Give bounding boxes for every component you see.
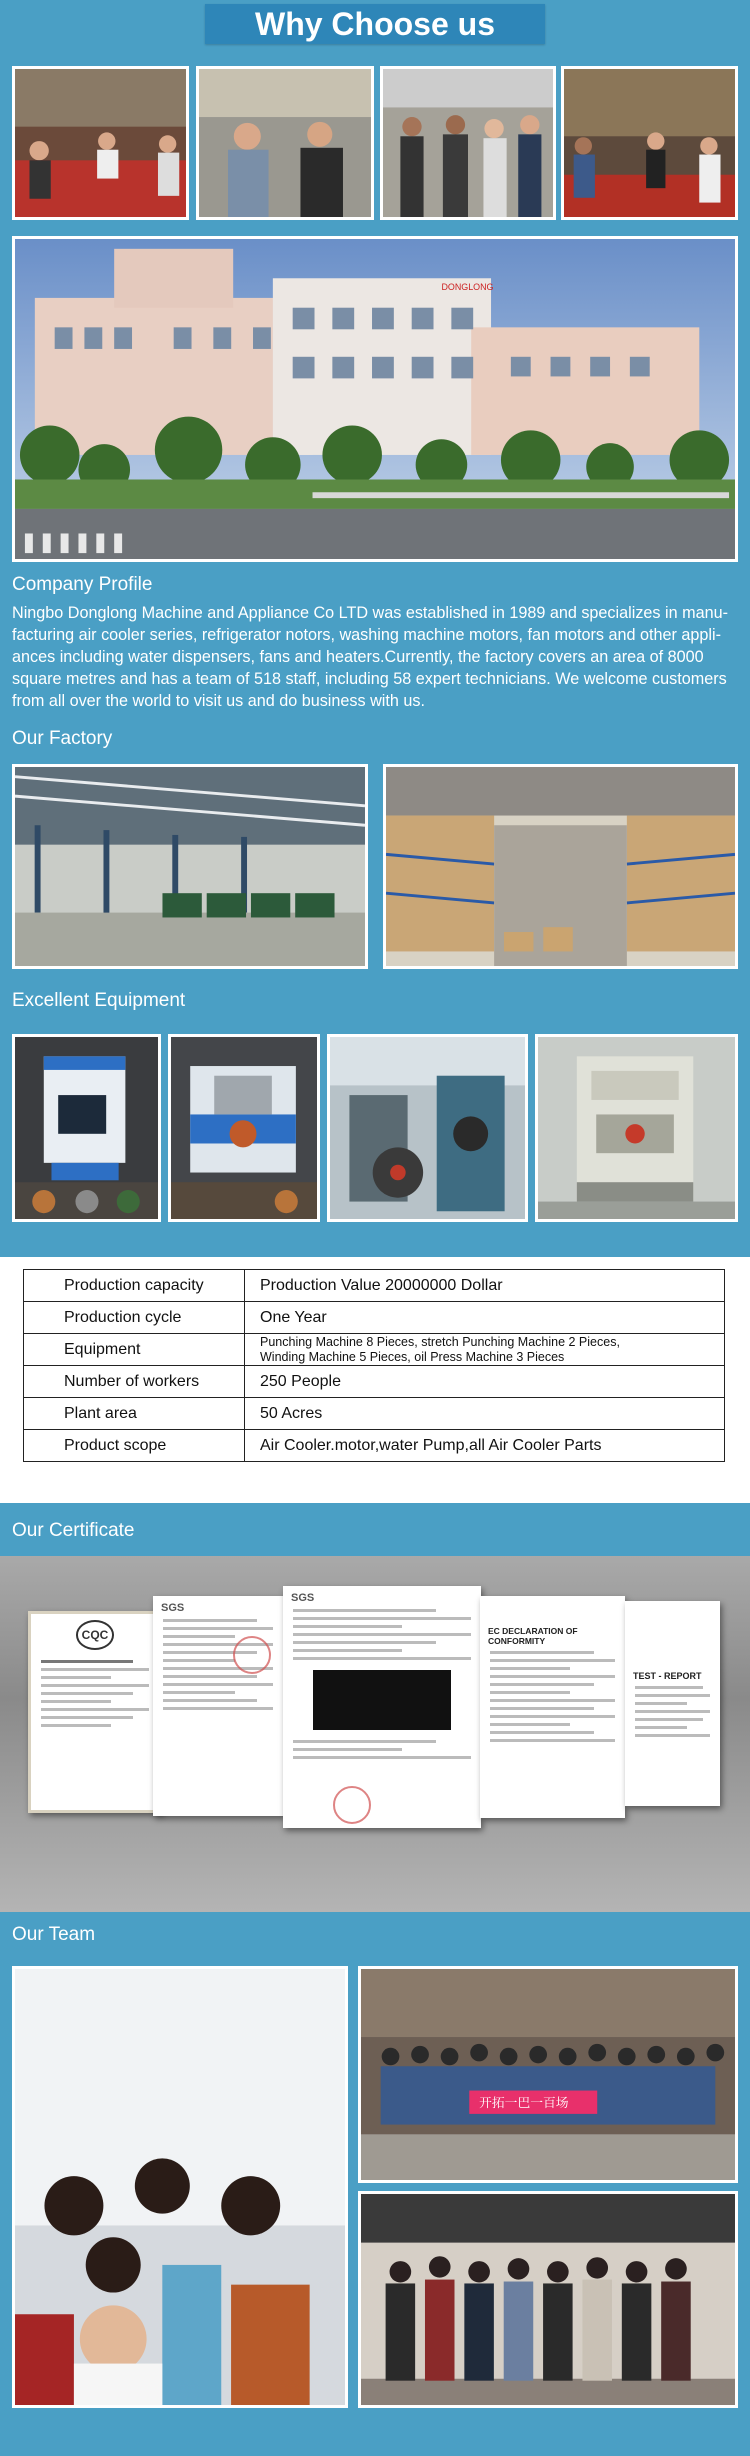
spec-label: Equipment [24,1334,245,1366]
exhibition-photo-1 [12,66,189,220]
team-group-photo-2 [358,2191,738,2408]
spec-label: Number of workers [24,1366,245,1398]
our-factory-heading: Our Factory [12,728,113,749]
spec-value-line: Punching Machine 8 Pieces, stretch Punching Machine 2 Pieces, [260,1334,620,1349]
equipment-photo-3 [327,1034,528,1222]
spec-value: One Year [245,1302,725,1334]
profile-line: ances including water dispensers, fans and heaters.Currently, the factory covers an area of 8000 [12,648,704,666]
exhibition-photo-2 [196,66,374,220]
spec-label: Plant area [24,1398,245,1430]
certificate-panel [0,1556,750,1912]
exhibition-photo-3 [380,66,556,220]
profile-line: from all over the world to visit us and do business with us. [12,692,425,710]
cqc-logo: CQC [76,1620,115,1650]
spec-label: Production cycle [24,1302,245,1334]
profile-line: Ningbo Donglong Machine and Appliance Co LTD was established in 1989 and specializes in manu- [12,604,728,622]
page-title-banner: Why Choose us [205,4,545,44]
our-certificate-heading: Our Certificate [12,1520,135,1541]
table-row [24,1270,725,1302]
spec-table [23,1269,725,1462]
spec-value: 250 People [245,1366,725,1398]
spec-value: Production Value 20000000 Dollar [245,1270,725,1302]
test-report-certificate [625,1601,720,1806]
equipment-photo-2 [168,1034,320,1222]
ec-declaration-title: EC DECLARATION OF CONFORMITY [488,1626,578,1646]
cqc-certificate [28,1611,162,1813]
sgs-stamp [333,1786,371,1824]
equipment-photo-1 [12,1034,161,1222]
test-report-title: TEST - REPORT [633,1671,702,1681]
company-profile-heading: Company Profile [12,574,153,595]
spec-value: 50 Acres [245,1398,725,1430]
excellent-equipment-heading: Excellent Equipment [12,990,186,1011]
exhibition-photo-4 [561,66,738,220]
our-team-heading: Our Team [12,1924,96,1945]
factory-workshop-photo [12,764,368,969]
company-profile-text [12,602,738,712]
table-row [24,1334,725,1366]
table-row [24,1398,725,1430]
sgs-logo: SGS [161,1602,185,1614]
factory-warehouse-photo [383,764,738,969]
table-row [24,1302,725,1334]
spec-value [245,1334,725,1366]
spec-value: Air Cooler.motor,water Pump,all Air Cooler Parts [245,1430,725,1462]
spec-value-line: Winding Machine 5 Pieces, oil Press Machine 3 Pieces [260,1349,565,1364]
sgs-report-2 [283,1586,481,1828]
profile-line: facturing air cooler series, refrigerator notors, washing machine motors, fan motors and other appli- [12,626,721,644]
spec-label: Production capacity [24,1270,245,1302]
factory-building-photo [12,236,738,562]
ec-declaration-certificate [480,1596,625,1818]
profile-line: square metres and has a team of 518 staff, including 58 expert technicians. We welcome customers [12,670,727,688]
building-sign: DONGLONG [441,282,494,293]
sgs-logo: SGS [291,1592,315,1604]
team-banner-text: 开拓一巴一百场 [479,2095,569,2111]
sgs-report-1 [153,1596,283,1816]
team-selfie-photo [12,1966,348,2408]
spec-label: Product scope [24,1430,245,1462]
team-group-photo-1 [358,1966,738,2183]
table-row [24,1430,725,1462]
table-row [24,1366,725,1398]
sgs-stamp [233,1636,271,1674]
equipment-photo-4 [535,1034,738,1222]
